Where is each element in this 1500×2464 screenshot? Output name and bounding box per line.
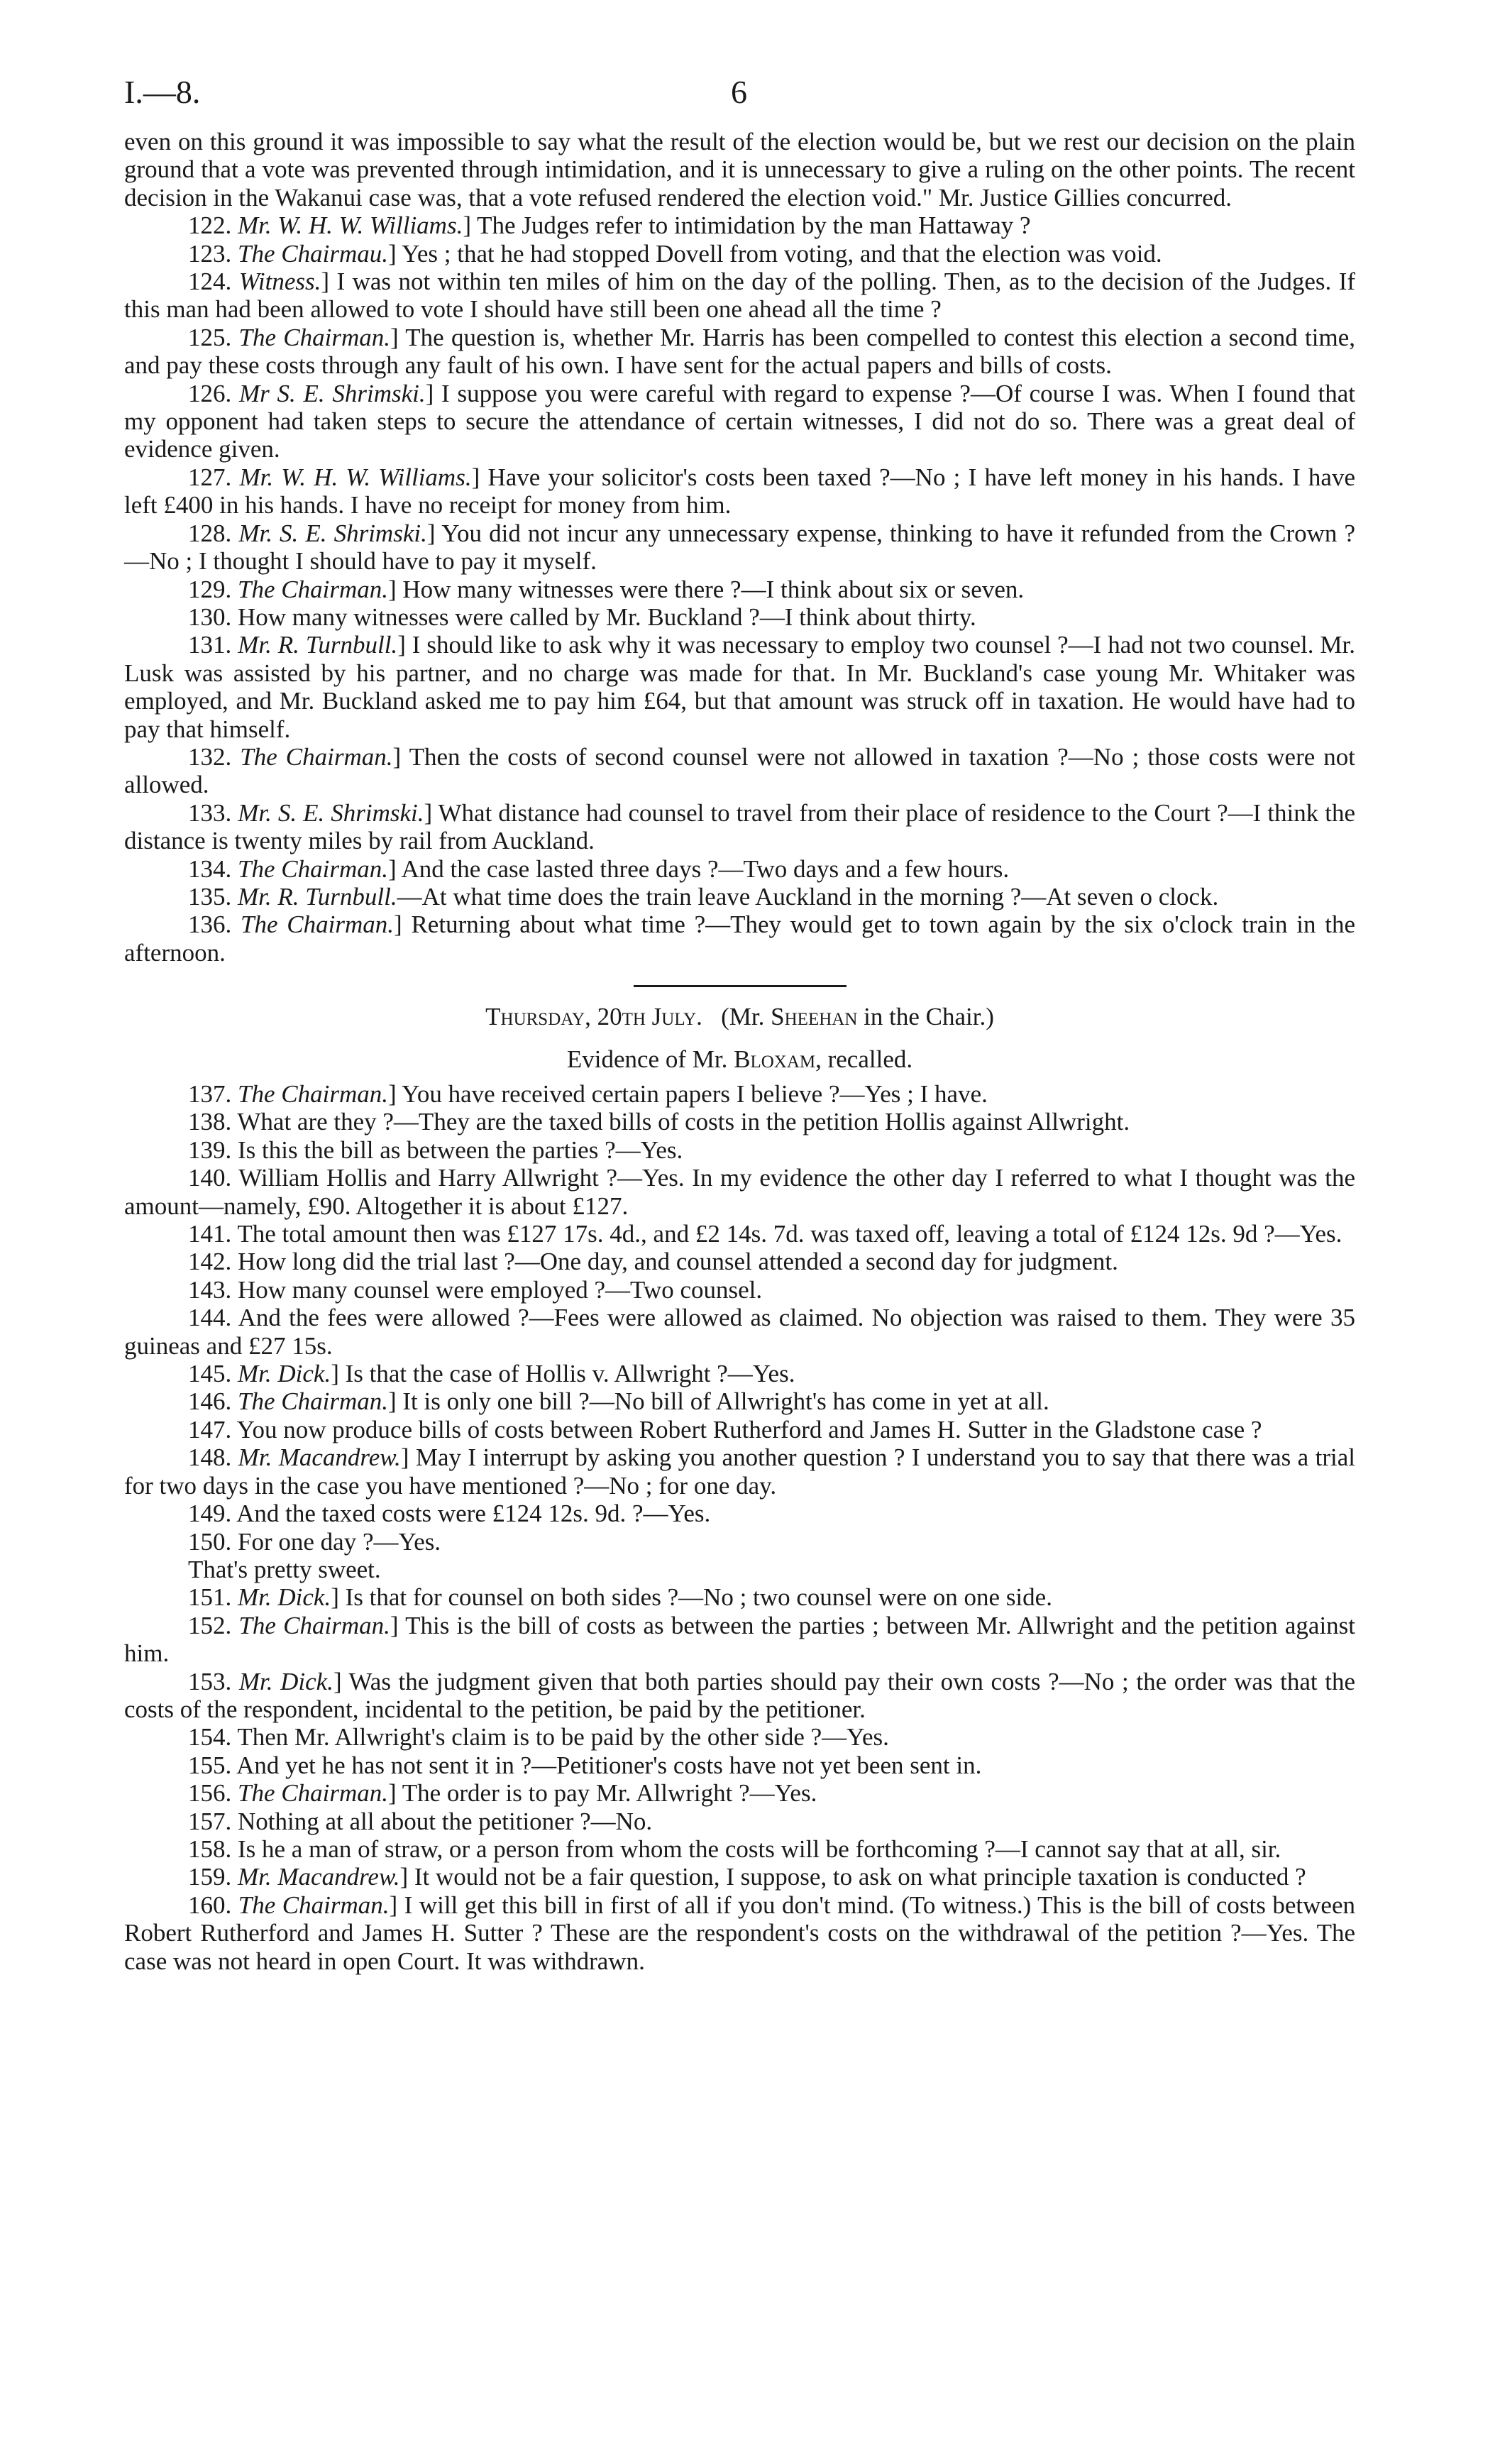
testimony-paragraph bbox=[124, 799, 1355, 855]
page-number: 6 bbox=[731, 74, 747, 110]
testimony-paragraph bbox=[124, 743, 1355, 799]
question-number: 160. bbox=[188, 1891, 232, 1919]
question-number: 157. bbox=[188, 1807, 232, 1835]
speaker-name: The Chairman. bbox=[241, 911, 395, 939]
testimony-paragraph bbox=[124, 1136, 1355, 1164]
question-number: 140. bbox=[188, 1164, 232, 1192]
question-number: 159. bbox=[188, 1863, 232, 1891]
question-number: 154. bbox=[188, 1723, 232, 1751]
question-number: 141. bbox=[188, 1220, 232, 1248]
testimony-paragraph bbox=[124, 240, 1355, 268]
paragraph-text: ] Is that the case of Hollis v. Allwright ?—Yes. bbox=[331, 1360, 795, 1388]
testimony-paragraph bbox=[124, 1276, 1355, 1304]
paragraph-text: ] I suppose you were careful with regard to expense ?—Of course I was. When I found that my opponent had taken steps to secure the attendance of certain witnesses, I did not do so. There was a great deal of evidence given. bbox=[124, 379, 1356, 463]
paragraph-text: That's pretty sweet. bbox=[188, 1555, 381, 1583]
question-number: 143. bbox=[188, 1275, 232, 1304]
testimony-paragraph bbox=[124, 211, 1355, 239]
paragraph-text: even on this ground it was impossible to say what the result of the election would be, but we rest our decision on the plain ground that a vote was prevented through intimidation, and it is unnecessary to give a ruling on the other points. The recent decision in the Wakanui case was, that a vote refused rendered the election void." Mr. Justice Gillies concurred. bbox=[124, 128, 1355, 211]
testimony-paragraph bbox=[124, 855, 1355, 883]
testimony-paragraph bbox=[124, 1304, 1355, 1360]
testimony-paragraph bbox=[124, 1863, 1355, 1891]
speaker-name: The Chairmau. bbox=[238, 239, 388, 268]
testimony-paragraph bbox=[124, 883, 1355, 911]
speaker-name: Mr. R. Turnbull. bbox=[238, 882, 397, 911]
testimony-paragraph bbox=[124, 1360, 1355, 1387]
speaker-name: The Chairman. bbox=[238, 1891, 390, 1919]
speaker-name: The Chairman. bbox=[238, 575, 388, 603]
speaker-name: Mr. W. H. W. Williams. bbox=[239, 463, 472, 491]
paragraph-text: ] May I interrupt by asking you another question ? I understand you to say that there was a trial for two days in the case you have mentioned ?—No ; for one day. bbox=[124, 1443, 1355, 1500]
question-number: 132. bbox=[188, 742, 232, 771]
question-number: 136. bbox=[188, 911, 232, 939]
testimony-paragraph bbox=[124, 1808, 1355, 1835]
question-number: 147. bbox=[188, 1415, 232, 1443]
question-number: 129. bbox=[188, 575, 232, 603]
document-page bbox=[124, 74, 1356, 1975]
testimony-paragraph bbox=[124, 1612, 1355, 1668]
paragraph-text: ] This is the bill of costs as between the parties ; between Mr. Allwright and the petition against him. bbox=[124, 1611, 1356, 1668]
question-number: 144. bbox=[188, 1304, 232, 1332]
chair-suffix: in the Chair.) bbox=[864, 1003, 994, 1031]
paragraph-text: Then Mr. Allwright's claim is to be paid by the other side ?—Yes. bbox=[237, 1723, 889, 1751]
chair-name: Sheehan bbox=[771, 1003, 858, 1031]
question-number: 149. bbox=[188, 1500, 232, 1528]
speaker-name: Mr. Dick. bbox=[238, 1360, 331, 1388]
speaker-name: Mr S. E. Shrimski. bbox=[239, 379, 426, 407]
paragraph-text: What are they ?—They are the taxed bills of costs in the petition Hollis against Allwright. bbox=[237, 1108, 1130, 1136]
testimony-body-top bbox=[124, 128, 1355, 967]
paragraph-text: ] I was not within ten miles of him on the day of the polling. Then, as to the decision of the Judges. If this man had been allowed to vote I should have still been one ahead all the time ? bbox=[124, 268, 1356, 324]
chair-prefix: (Mr. bbox=[721, 1003, 765, 1031]
paragraph-text: How many witnesses were called by Mr. Buckland ?—I think about thirty. bbox=[238, 603, 976, 631]
speaker-name: Mr. Macandrew. bbox=[238, 1863, 400, 1891]
testimony-paragraph bbox=[124, 1891, 1355, 1975]
question-number: 125. bbox=[188, 323, 232, 351]
paragraph-text: For one day ?—Yes. bbox=[238, 1527, 441, 1556]
question-number: 145. bbox=[188, 1360, 232, 1388]
paragraph-text: How long did the trial last ?—One day, and counsel attended a second day for judgment. bbox=[238, 1248, 1118, 1276]
testimony-paragraph bbox=[124, 1835, 1355, 1863]
testimony-paragraph bbox=[124, 268, 1355, 324]
testimony-paragraph bbox=[124, 1220, 1355, 1248]
testimony-paragraph bbox=[124, 1443, 1355, 1500]
testimony-paragraph bbox=[124, 1416, 1355, 1443]
question-number: 155. bbox=[188, 1751, 232, 1779]
paragraph-text: ] You did not incur any unnecessary expense, thinking to have it refunded from the Crown ?—No ; I thought I should have to pay it myself. bbox=[124, 519, 1356, 576]
question-number: 135. bbox=[188, 882, 232, 911]
paragraph-text: ] What distance had counsel to travel from their place of residence to the Court ?—I think the distance is twenty miles by rail from Auckland. bbox=[124, 798, 1356, 855]
question-number: 142. bbox=[188, 1248, 232, 1276]
paragraph-text: ] Yes ; that he had stopped Dovell from voting, and that the election was void. bbox=[387, 239, 1162, 268]
testimony-paragraph bbox=[124, 1556, 1355, 1583]
session-day: Thursday bbox=[485, 1003, 585, 1031]
testimony-paragraph bbox=[124, 1668, 1355, 1724]
paragraph-text: Is this the bill as between the parties ?—Yes. bbox=[238, 1135, 683, 1164]
speaker-name: Mr. S. E. Shrimski. bbox=[238, 519, 427, 547]
testimony-paragraph bbox=[124, 380, 1355, 463]
question-number: 146. bbox=[188, 1387, 232, 1416]
paragraph-text: ] I should like to ask why it was necessary to employ two counsel ?—I had not two counsel. Mr. Lusk was assisted by his partner, and no charge was made for that. In Mr. Buckland's case young Mr. Whitaker was employed, and Mr. Buckland asked me to pay him £64, but that amount was struck off in taxation. He would have had to pay that himself. bbox=[124, 631, 1355, 743]
testimony-paragraph bbox=[124, 1528, 1355, 1556]
paragraph-text: ] Returning about what time ?—They would get to town again by the six o'clock train in the afternoon. bbox=[124, 911, 1355, 967]
testimony-paragraph bbox=[124, 463, 1355, 519]
series-label: I.—8. bbox=[124, 74, 201, 110]
question-number: 139. bbox=[188, 1135, 232, 1164]
question-number: 152. bbox=[188, 1611, 232, 1639]
paragraph-text: ] Is that for counsel on both sides ?—No ; two counsel were on one side. bbox=[331, 1583, 1052, 1612]
paragraph-text: ] And the case lasted three days ?—Two days and a few hours. bbox=[387, 854, 1010, 883]
testimony-paragraph bbox=[124, 1779, 1355, 1807]
testimony-paragraph bbox=[124, 1500, 1355, 1527]
paragraph-text: —At what time does the train leave Auckland in the morning ?—At seven o clock. bbox=[397, 882, 1219, 911]
testimony-paragraph bbox=[124, 1751, 1355, 1779]
testimony-paragraph bbox=[124, 1164, 1355, 1220]
testimony-paragraph bbox=[124, 324, 1355, 380]
speaker-name: Mr. Dick. bbox=[238, 1583, 331, 1612]
speaker-name: The Chairman. bbox=[238, 1387, 388, 1416]
paragraph-text: ] Was the judgment given that both parties should pay their own costs ?—No ; the order was that the costs of the respondent, incidental to the petition, be paid by the petitioner. bbox=[124, 1667, 1356, 1723]
paragraph-text: And the taxed costs were £124 12s. 9d. ?—Yes. bbox=[236, 1500, 711, 1528]
question-number: 153. bbox=[188, 1667, 232, 1695]
section-divider bbox=[634, 985, 846, 987]
question-number: 138. bbox=[188, 1108, 232, 1136]
evidence-suffix: , recalled. bbox=[815, 1045, 913, 1073]
testimony-paragraph bbox=[124, 1080, 1355, 1108]
paragraph-text: ] You have received certain papers I believe ?—Yes ; I have. bbox=[387, 1080, 988, 1108]
question-number: 126. bbox=[188, 379, 232, 407]
witness-name: Bloxam bbox=[734, 1045, 816, 1073]
session-month: July. bbox=[651, 1003, 702, 1031]
question-number: 128. bbox=[188, 519, 232, 547]
testimony-paragraph bbox=[124, 603, 1355, 631]
question-number: 158. bbox=[188, 1835, 232, 1863]
speaker-name: Mr. W. H. W. Williams. bbox=[238, 211, 463, 240]
speaker-name: The Chairman. bbox=[238, 854, 388, 883]
speaker-name: Mr. S. E. Shrimski. bbox=[238, 798, 424, 827]
paragraph-text: ] It is only one bill ?—No bill of Allwright's has come in yet at all. bbox=[387, 1387, 1049, 1416]
question-number: 131. bbox=[188, 631, 232, 659]
speaker-name: The Chairman. bbox=[238, 323, 390, 351]
testimony-paragraph bbox=[124, 911, 1355, 967]
question-number: 134. bbox=[188, 854, 232, 883]
paragraph-text: Nothing at all about the petitioner ?—No. bbox=[238, 1807, 653, 1835]
testimony-paragraph bbox=[124, 128, 1355, 211]
testimony-paragraph bbox=[124, 1387, 1355, 1415]
speaker-name: The Chairman. bbox=[238, 1611, 390, 1639]
page-header bbox=[124, 74, 1355, 128]
paragraph-text: The total amount then was £127 17s. 4d., and £2 14s. 7d. was taxed off, leaving a total of £124 12s. 9d ?—Yes. bbox=[237, 1220, 1342, 1248]
testimony-paragraph bbox=[124, 1248, 1355, 1275]
speaker-name: Mr. Dick. bbox=[238, 1667, 333, 1695]
testimony-paragraph bbox=[124, 576, 1355, 603]
paragraph-text: You now produce bills of costs between Robert Rutherford and James H. Sutter in the Gladstone case ? bbox=[236, 1415, 1262, 1443]
question-number: 124. bbox=[188, 268, 232, 296]
speaker-name: The Chairman. bbox=[240, 742, 393, 771]
speaker-name: Mr. Macandrew. bbox=[238, 1443, 401, 1472]
question-number: 133. bbox=[188, 798, 232, 827]
evidence-prefix: Evidence of Mr. bbox=[566, 1045, 728, 1073]
speaker-name: Mr. R. Turnbull. bbox=[238, 631, 398, 659]
paragraph-text: William Hollis and Harry Allwright ?—Yes. In my evidence the other day I referred to what I thought was the amount—namely, £90. Altogether it is about £127. bbox=[124, 1164, 1356, 1220]
paragraph-text: ] The question is, whether Mr. Harris has been compelled to contest this election a second time, and pay these costs through any fault of his own. I have sent for the actual papers and bills of costs. bbox=[124, 323, 1356, 380]
question-number: 150. bbox=[188, 1527, 232, 1556]
question-number: 137. bbox=[188, 1080, 232, 1108]
testimony-paragraph bbox=[124, 519, 1355, 576]
paragraph-text: ] The order is to pay Mr. Allwright ?—Yes. bbox=[387, 1779, 817, 1808]
testimony-paragraph bbox=[124, 1723, 1355, 1751]
question-number: 122. bbox=[188, 211, 232, 240]
paragraph-text: ] It would not be a fair question, I suppose, to ask on what principle taxation is conducted ? bbox=[399, 1863, 1306, 1891]
paragraph-text: ] I will get this bill in first of all if you don't mind. (To witness.) This is the bill of costs between Robert Rutherford and James H. Sutter ? These are the respondent's costs on the withdrawal of the petition ?—Yes. The case was not heard in open Court. It was withdrawn. bbox=[124, 1891, 1356, 1975]
testimony-paragraph bbox=[124, 631, 1355, 743]
session-heading: Thursday, 20th July. (Mr. Sheehan in the Chair.) bbox=[485, 1003, 994, 1031]
testimony-paragraph bbox=[124, 1108, 1355, 1135]
paragraph-text: And the fees were allowed ?—Fees were allowed as claimed. No objection was raised to them. They were 35 guineas and £27 15s. bbox=[124, 1304, 1355, 1360]
paragraph-text: ] Have your solicitor's costs been taxed ?—No ; I have left money in his hands. I have left £400 in his hands. I have no receipt for money from him. bbox=[124, 463, 1356, 519]
testimony-paragraph bbox=[124, 1583, 1355, 1611]
evidence-heading bbox=[124, 1045, 1355, 1073]
speaker-name: The Chairman. bbox=[238, 1779, 388, 1808]
question-number: 151. bbox=[188, 1583, 232, 1612]
question-number: 127. bbox=[188, 463, 232, 491]
paragraph-text: ] How many witnesses were there ?—I think about six or seven. bbox=[387, 575, 1025, 603]
paragraph-text: Is he a man of straw, or a person from whom the costs will be forthcoming ?—I cannot say that at all, sir. bbox=[238, 1835, 1281, 1863]
question-number: 148. bbox=[188, 1443, 232, 1472]
paragraph-text: ] The Judges refer to intimidation by the man Hattaway ? bbox=[463, 211, 1031, 240]
question-number: 156. bbox=[188, 1779, 232, 1808]
speaker-name: The Chairman. bbox=[238, 1080, 388, 1108]
paragraph-text: How many counsel were employed ?—Two counsel. bbox=[238, 1275, 763, 1304]
paragraph-text: ] Then the costs of second counsel were not allowed in taxation ?—No ; those costs were not allowed. bbox=[124, 742, 1356, 799]
testimony-body-bottom bbox=[124, 1080, 1355, 1975]
question-number: 130. bbox=[188, 603, 232, 631]
paragraph-text: And yet he has not sent it in ?—Petitioner's costs have not yet been sent in. bbox=[236, 1751, 982, 1779]
session-date: 20th bbox=[597, 1003, 646, 1031]
speaker-name: Witness. bbox=[238, 268, 321, 296]
question-number: 123. bbox=[188, 239, 232, 268]
